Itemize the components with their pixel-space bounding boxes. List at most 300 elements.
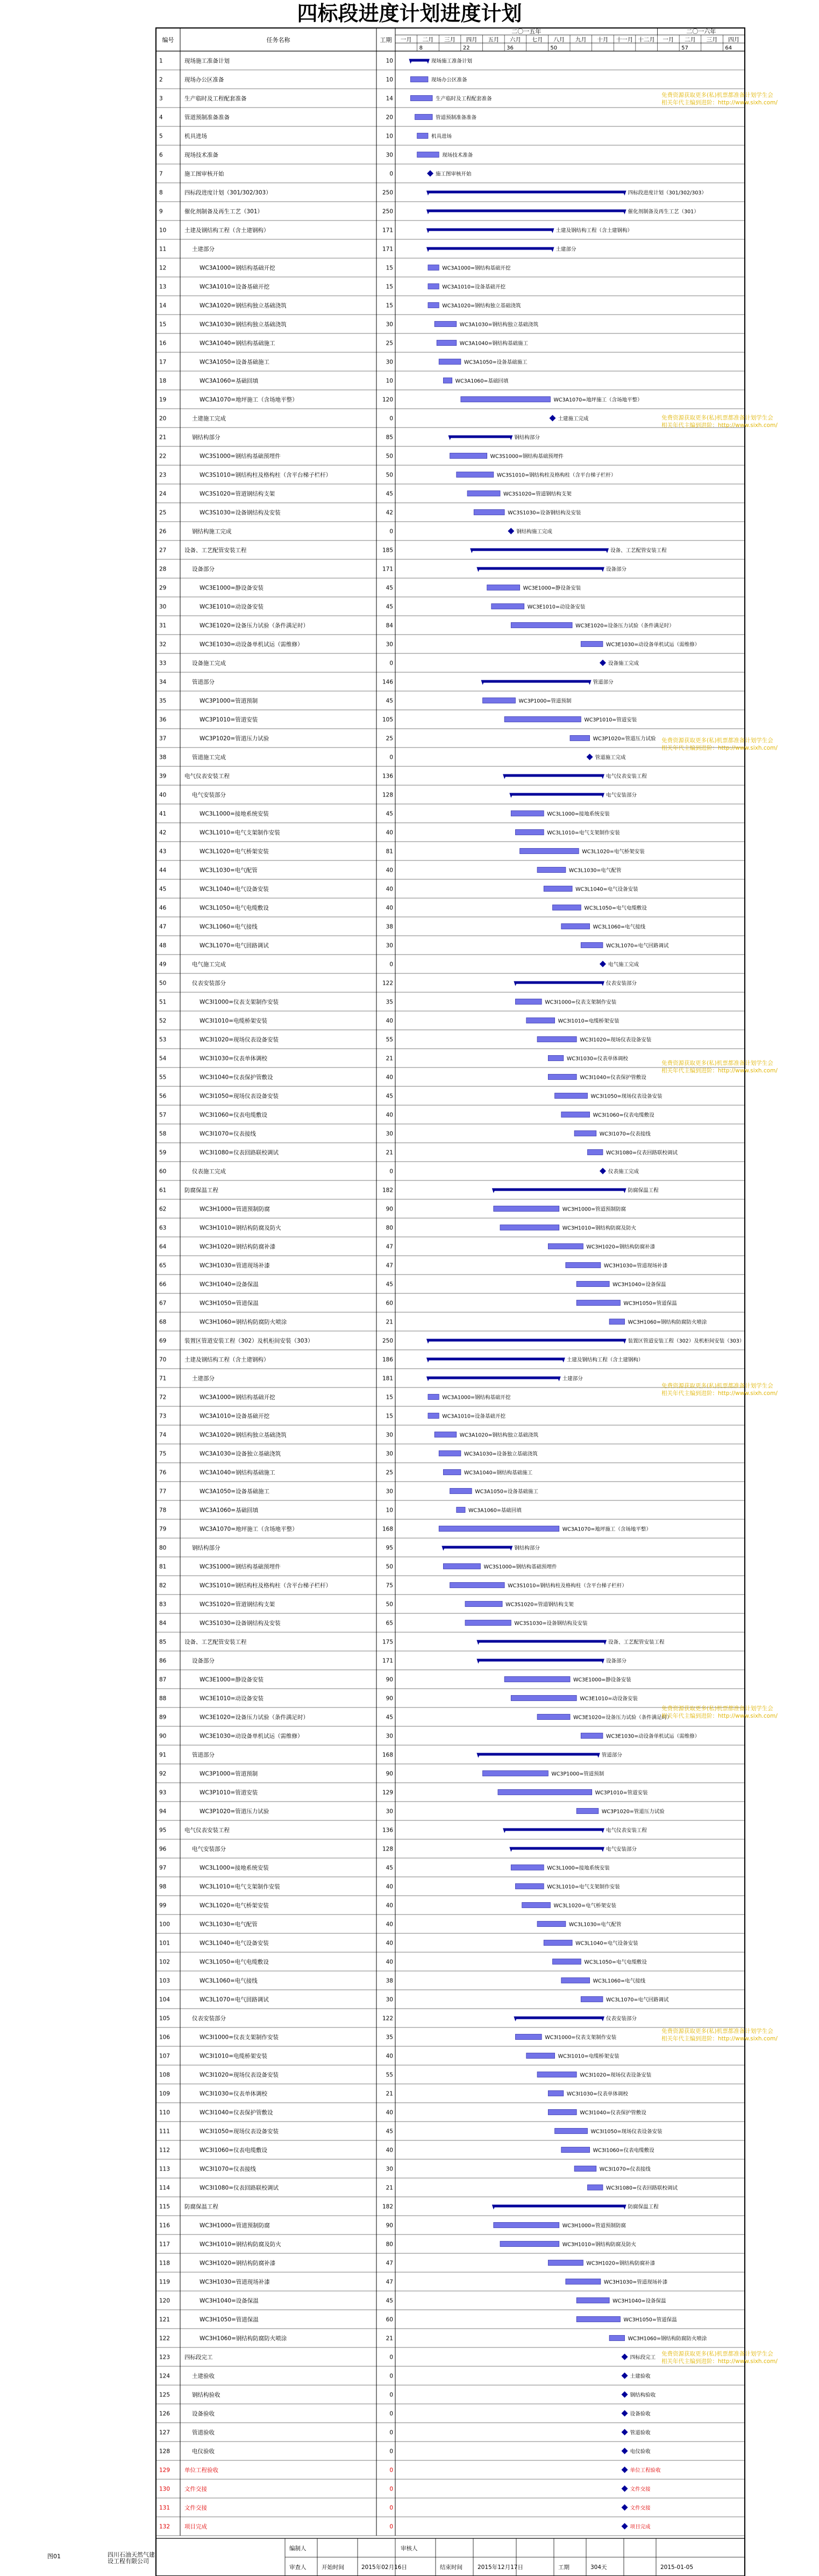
task-row [159, 622, 393, 629]
watermark-line: 免费资源获取更多(私)机票都准备计划学生会 [661, 415, 773, 421]
task-row [159, 867, 393, 874]
page-title: 四标段进度计划进度计划 [297, 1, 522, 25]
task-name: WC3I1070=仪表接线 [200, 1130, 257, 1137]
task-row [159, 1733, 393, 1740]
task-bar [443, 378, 452, 383]
task-id: 18 [159, 378, 167, 385]
task-bar [581, 943, 603, 948]
bar-label: WC3L1060=电气接线 [593, 924, 646, 930]
task-bar [450, 453, 487, 459]
bar-label: WC3H1000=管道预制防腐 [562, 2223, 626, 2229]
task-id: 67 [159, 1300, 167, 1307]
task-bar [553, 1959, 581, 1965]
task-name: WC3A1070=地坪施工（含场地平整） [200, 1526, 298, 1533]
task-duration: 80 [386, 1225, 393, 1232]
bar-label: WC3A1020=钢结构独立基础浇筑 [442, 303, 521, 309]
bar-label: WC3I1060=仪表电缆敷设 [593, 2147, 654, 2154]
task-row [159, 509, 393, 516]
task-row [159, 829, 393, 836]
bar-label: WC3A1020=钢结构独立基础浇筑 [459, 1432, 538, 1439]
task-name: WC3A1040=钢结构基础施工 [200, 340, 275, 347]
task-bar [609, 2336, 624, 2341]
task-name: WC3H1020=钢结构防腐补漆 [200, 1243, 276, 1250]
task-id: 98 [159, 1883, 167, 1890]
task-bar [511, 1696, 576, 1701]
task-row [159, 1450, 393, 1457]
task-name: WC3L1010=电气支架制作安装 [200, 1883, 280, 1890]
task-id: 65 [159, 1262, 167, 1269]
task-row [159, 1639, 393, 1646]
bar-label: WC3H1010=钢结构防腐及防火 [562, 1225, 637, 1232]
task-bar [457, 1507, 465, 1513]
task-id: 79 [159, 1526, 167, 1533]
task-row [159, 1093, 393, 1100]
task-duration: 40 [386, 1074, 393, 1081]
task-row [159, 1337, 393, 1344]
task-name: WC3L1050=电气电缆敷设 [200, 1959, 269, 1966]
watermark-line: 免费资源获取更多(私)机票都准备计划学生会 [661, 1383, 773, 1389]
bar-label: WC3I1010=电缆桥架安装 [558, 1018, 619, 1024]
bar-label: WC3H1030=管道现场补漆 [603, 1263, 668, 1269]
month-label: 四月 [728, 37, 740, 43]
task-bar [548, 2091, 563, 2096]
task-bar [515, 2034, 542, 2040]
task-id: 106 [159, 2034, 170, 2041]
bar-label: 管道部分 [593, 679, 614, 686]
task-duration: 171 [382, 566, 393, 573]
task-name: WC3S1030=设备钢结构及安装 [200, 509, 281, 516]
task-duration: 45 [386, 2128, 393, 2135]
task-row [159, 1469, 393, 1476]
task-row [159, 58, 393, 65]
task-duration: 0 [389, 170, 393, 177]
task-row [159, 2486, 393, 2493]
task-id: 72 [159, 1394, 167, 1401]
task-duration: 14 [386, 95, 393, 102]
task-id: 99 [159, 1902, 167, 1909]
task-id: 25 [159, 509, 167, 516]
task-id: 95 [159, 1827, 167, 1834]
task-name: WC3L1060=电气接线 [200, 923, 258, 930]
task-name: WC3A1070=地坪施工（含场地平整） [200, 396, 298, 403]
task-row [159, 227, 393, 234]
task-name: WC3I1080=仪表回路联校调试 [200, 2184, 279, 2191]
task-row [159, 1883, 393, 1890]
task-id: 70 [159, 1356, 167, 1363]
task-bar [548, 2260, 583, 2266]
bar-label: 防腐保温工程 [628, 2204, 659, 2210]
task-id: 130 [159, 2486, 170, 2493]
task-id: 50 [159, 980, 167, 987]
task-row [159, 302, 393, 309]
task-duration: 50 [386, 1563, 393, 1570]
task-row [159, 1130, 393, 1137]
task-name: 四标段进度计划（301/302/303） [184, 189, 272, 196]
task-duration: 0 [389, 2467, 393, 2474]
task-name: WC3I1040=仪表保护管敷设 [200, 2109, 273, 2116]
bar-label: WC3A1000=钢结构基础开挖 [442, 1394, 511, 1401]
watermark-block [661, 1705, 778, 1719]
bar-label: WC3A1010=设备基础开挖 [442, 284, 505, 290]
task-row [159, 1149, 393, 1156]
bar-label: WC3L1060=电气接线 [593, 1978, 646, 1984]
task-row [159, 359, 393, 366]
bar-label: WC3A1060=基础回填 [468, 1507, 522, 1514]
task-id: 91 [159, 1752, 167, 1759]
summary-bar [478, 1659, 603, 1662]
task-bar [548, 1056, 563, 1061]
task-id: 131 [159, 2504, 170, 2511]
task-bar [494, 2223, 559, 2228]
bar-label: WC3L1030=电气配管 [568, 867, 622, 874]
month-label: 十二月 [638, 37, 655, 43]
task-duration: 15 [386, 1394, 393, 1401]
summary-bar [443, 1546, 511, 1549]
bar-label: 单位工程验收 [630, 2467, 661, 2474]
task-id: 121 [159, 2316, 170, 2323]
bar-label: WC3E1010=动设备安装 [527, 604, 586, 610]
task-name: WC3H1020=钢结构防腐补漆 [200, 2260, 276, 2267]
task-bar [574, 1131, 596, 1136]
bar-label: WC3L1020=电气桥架安装 [553, 1903, 616, 1909]
task-row [159, 1545, 393, 1552]
summary-bar [478, 1640, 605, 1643]
task-id: 96 [159, 1846, 167, 1853]
bar-label: 设备、工艺配管安装工程 [608, 1639, 665, 1646]
watermark-block [661, 2350, 778, 2365]
task-id: 73 [159, 1413, 167, 1420]
bar-label: WC3L1030=电气配管 [568, 1922, 622, 1928]
task-bar [487, 585, 520, 590]
task-id: 28 [159, 566, 167, 573]
task-duration: 60 [386, 2316, 393, 2323]
task-name: WC3H1050=管道保温 [200, 1300, 259, 1307]
task-row [159, 378, 393, 385]
task-id: 122 [159, 2335, 170, 2342]
task-row [159, 1112, 393, 1119]
task-id: 49 [159, 961, 167, 968]
task-id: 20 [159, 415, 167, 422]
task-name: 电气仪表安装工程 [184, 1827, 230, 1834]
task-name: WC3I1060=仪表电缆敷设 [200, 2147, 268, 2154]
task-duration: 38 [386, 1977, 393, 1984]
bar-label: WC3S1000=钢结构基础预埋件 [483, 1564, 557, 1570]
task-name: WC3P1010=管道安装 [200, 716, 258, 723]
watermark-line: 免费资源获取更多(私)机票都准备计划学生会 [661, 1060, 773, 1066]
task-bar [435, 322, 457, 327]
task-id: 32 [159, 641, 167, 648]
task-duration: 146 [382, 679, 393, 686]
bar-label: WC3I1070=仪表接线 [599, 2166, 651, 2173]
task-name: WC3P1020=管道压力试验 [200, 1808, 269, 1815]
task-bar [494, 1206, 559, 1212]
task-row [159, 1959, 393, 1966]
bar-label: 设备部分 [606, 566, 626, 573]
task-row [159, 660, 393, 667]
task-duration: 45 [386, 585, 393, 592]
task-row [159, 923, 393, 930]
task-name: WC3L1040=电气设备安装 [200, 886, 269, 893]
task-name: WC3E1030=动设备单机试运（需维修） [200, 641, 303, 648]
milestone-diamond [600, 660, 606, 666]
task-duration: 50 [386, 1601, 393, 1608]
task-bar [504, 717, 581, 722]
task-duration: 40 [386, 1902, 393, 1909]
task-duration: 250 [382, 189, 393, 196]
task-bar [561, 2147, 590, 2153]
task-id: 52 [159, 1017, 167, 1024]
task-duration: 175 [382, 1639, 393, 1646]
bar-label: WC3H1020=钢结构防腐补漆 [586, 2260, 656, 2267]
bar-label: WC3H1010=钢结构防腐及防火 [562, 2241, 637, 2248]
task-name: WC3L1030=电气配管 [200, 867, 258, 874]
task-duration: 0 [389, 2486, 393, 2493]
task-name: WC3A1060=基础回填 [200, 378, 259, 385]
task-name: WC3L1050=电气电缆敷设 [200, 905, 269, 912]
task-row [159, 396, 393, 403]
task-row [159, 1620, 393, 1627]
task-row [159, 1846, 393, 1853]
task-bar [548, 1074, 576, 1080]
task-bar [428, 303, 439, 308]
task-bar [410, 96, 432, 101]
task-duration: 45 [386, 603, 393, 610]
task-name: 钢结构验收 [192, 2392, 220, 2399]
task-duration: 40 [386, 1017, 393, 1024]
bar-label: 电气仪表安装工程 [606, 1827, 647, 1834]
task-duration: 35 [386, 2034, 393, 2041]
task-duration: 0 [389, 2448, 393, 2455]
task-duration: 30 [386, 1432, 393, 1439]
task-row [159, 754, 393, 761]
task-id: 54 [159, 1055, 167, 1062]
footer-duration-value: 304天 [590, 2564, 607, 2571]
task-row [159, 1036, 393, 1043]
task-name: 项目完成 [184, 2523, 207, 2530]
task-name: WC3I1060=仪表电缆敷设 [200, 1112, 268, 1119]
milestone-diamond [622, 2523, 628, 2530]
task-id: 5 [159, 133, 163, 140]
task-bar [439, 1451, 461, 1456]
task-name: WC3H1000=管道预制防腐 [200, 1206, 270, 1213]
task-duration: 40 [386, 1883, 393, 1890]
bar-label: WC3A1070=地坪施工（含场地平整） [553, 397, 643, 403]
task-row [159, 1225, 393, 1232]
task-row [159, 716, 393, 723]
task-duration: 30 [386, 1808, 393, 1815]
bar-label: WC3S1020=管道钢结构支架 [505, 1602, 574, 1608]
task-row [159, 2279, 393, 2286]
task-bar [537, 1714, 570, 1720]
bar-label: WC3L1070=电气回路调试 [606, 1997, 669, 2003]
task-row [159, 698, 393, 705]
task-name: WC3S1020=管道钢结构支架 [200, 1601, 275, 1608]
task-name: WC3H1010=钢结构防腐及防火 [200, 1225, 281, 1232]
task-id: 41 [159, 810, 167, 817]
task-id: 48 [159, 942, 167, 949]
task-bar [581, 1997, 603, 2002]
task-row [159, 95, 393, 102]
task-id: 71 [159, 1375, 167, 1382]
task-name: 管道验收 [192, 2429, 215, 2436]
task-bar [450, 1489, 472, 1494]
task-id: 23 [159, 472, 167, 479]
milestone-diamond [622, 2373, 628, 2379]
task-bar [576, 1809, 599, 1814]
task-row [159, 415, 393, 422]
task-id: 108 [159, 2072, 170, 2079]
task-name: WC3I1010=电缆桥架安装 [200, 1017, 268, 1024]
task-name: WC3E1020=设备压力试验（条件满足时） [200, 1714, 309, 1721]
bar-label: WC3H1000=管道预制防腐 [562, 1206, 626, 1213]
task-row [159, 585, 393, 592]
task-row [159, 1055, 393, 1062]
task-row [159, 810, 393, 817]
task-id: 37 [159, 735, 167, 742]
task-bar [461, 397, 551, 402]
month-label: 三月 [444, 37, 456, 43]
task-row [159, 999, 393, 1006]
task-row [159, 2203, 393, 2210]
watermark-block [661, 737, 778, 751]
task-name: 现场施工准备计划 [184, 58, 230, 65]
bar-label: 管道施工完成 [595, 755, 626, 761]
task-duration: 30 [386, 942, 393, 949]
task-name: WC3P1010=管道安装 [200, 1789, 258, 1796]
task-row [159, 1582, 393, 1589]
bar-label: WC3A1030=钢结构独立基础浇筑 [459, 322, 538, 328]
summary-bar [428, 1377, 559, 1379]
bar-label: WC3I1080=仪表回路联校调试 [606, 1150, 678, 1156]
task-name: WC3S1000=钢结构基础预埋件 [200, 453, 281, 460]
task-name: WC3I1050=现场仪表设备安装 [200, 1093, 279, 1100]
task-bar [537, 1922, 566, 1927]
task-duration: 45 [386, 1093, 393, 1100]
task-name: WC3A1000=钢结构基础开挖 [200, 1394, 275, 1401]
bar-label: WC3E1010=动设备安装 [580, 1696, 638, 1702]
task-duration: 47 [386, 1243, 393, 1250]
task-duration: 0 [389, 2523, 393, 2530]
task-id: 21 [159, 434, 167, 441]
bar-label: WC3I1050=现场仪表设备安装 [590, 2129, 663, 2135]
task-row [159, 2392, 393, 2399]
task-name: WC3L1000=接地系统安装 [200, 810, 269, 817]
task-id: 15 [159, 321, 167, 328]
bar-label: 生产临时及工程配套准备 [436, 96, 492, 102]
task-duration: 45 [386, 2297, 393, 2304]
task-row [159, 76, 393, 83]
task-id: 40 [159, 792, 167, 799]
task-row [159, 848, 393, 855]
task-duration: 25 [386, 735, 393, 742]
task-id: 74 [159, 1432, 167, 1439]
task-duration: 45 [386, 490, 393, 497]
bar-label: 电仪验收 [630, 2449, 651, 2455]
bar-label: WC3P1000=管道预制 [518, 698, 572, 705]
task-bar [483, 1771, 549, 1776]
bar-label: WC3I1070=仪表接线 [599, 1131, 651, 1137]
task-id: 47 [159, 923, 167, 930]
task-bar [439, 1526, 559, 1532]
task-bar [561, 924, 590, 929]
bar-label: WC3E1030=动设备单机试运（需维修） [606, 642, 700, 648]
task-name: WC3H1010=钢结构防腐及防火 [200, 2241, 281, 2248]
bar-label: WC3L1010=电气支架制作安装 [547, 1884, 620, 1890]
task-name: 钢结构部分 [192, 434, 220, 441]
task-id: 17 [159, 359, 167, 366]
bar-label: WC3L1050=电气电缆敷设 [584, 1959, 647, 1966]
task-id: 66 [159, 1281, 167, 1288]
task-id: 31 [159, 622, 167, 629]
task-id: 12 [159, 265, 167, 272]
task-bar [428, 265, 439, 271]
task-row [159, 2241, 393, 2248]
task-name: WC3S1030=设备钢结构及安装 [200, 1620, 281, 1627]
task-row [159, 1601, 393, 1608]
milestone-diamond [508, 528, 514, 535]
task-bar [457, 472, 494, 478]
watermark-line: 免费资源获取更多(私)机票都准备计划学生会 [661, 1705, 773, 1712]
summary-bar [511, 793, 603, 796]
task-row [159, 1526, 393, 1533]
task-id: 100 [159, 1921, 170, 1928]
task-id: 80 [159, 1545, 167, 1552]
summary-bar [504, 774, 603, 777]
task-row [159, 1206, 393, 1213]
task-id: 8 [159, 189, 163, 196]
task-id: 126 [159, 2410, 170, 2417]
bar-label: WC3E1020=设备压力试验（条件满足时） [575, 623, 674, 629]
task-duration: 120 [382, 396, 393, 403]
task-bar [561, 1112, 590, 1118]
task-bar [465, 1602, 502, 1607]
task-bar [515, 830, 544, 835]
milestone-diamond [622, 2486, 628, 2492]
bar-label: WC3E1020=设备压力试验（条件满足时） [573, 1714, 672, 1721]
task-bar [553, 905, 581, 910]
task-bar [561, 1978, 590, 1983]
task-row [159, 1432, 393, 1439]
bar-label: WC3S1010=钢结构柱及格构柱（含平台梯子栏杆） [508, 1583, 627, 1589]
bar-label: WC3I1000=仪表支架制作安装 [545, 2034, 617, 2041]
task-bar [417, 133, 428, 139]
summary-bar [511, 1847, 603, 1850]
task-bar [588, 2185, 603, 2190]
task-bar [428, 1394, 439, 1400]
milestone-diamond [550, 415, 556, 422]
task-duration: 21 [386, 1149, 393, 1156]
task-name: 单位工程验收 [184, 2467, 218, 2474]
task-duration: 15 [386, 265, 393, 272]
bar-label: WC3A1000=钢结构基础开挖 [442, 265, 511, 272]
task-id: 51 [159, 999, 167, 1006]
bar-label: 土建部分 [556, 246, 576, 253]
task-row [159, 2373, 393, 2380]
task-duration: 90 [386, 1206, 393, 1213]
task-id: 109 [159, 2090, 170, 2097]
bar-label: 管道部分 [601, 1752, 622, 1759]
task-duration: 122 [382, 980, 393, 987]
week-label: 22 [462, 45, 470, 51]
task-duration: 40 [386, 867, 393, 874]
task-name: WC3A1010=设备基础开挖 [200, 283, 270, 290]
bar-label: 仪表施工完成 [608, 1169, 639, 1175]
task-bar [450, 1583, 505, 1588]
bar-label: WC3A1050=设备基础施工 [475, 1489, 538, 1495]
task-name: 设备、工艺配管安装工程 [184, 1639, 247, 1646]
bar-label: 电气仪表安装工程 [606, 773, 647, 780]
task-duration: 45 [386, 1714, 393, 1721]
